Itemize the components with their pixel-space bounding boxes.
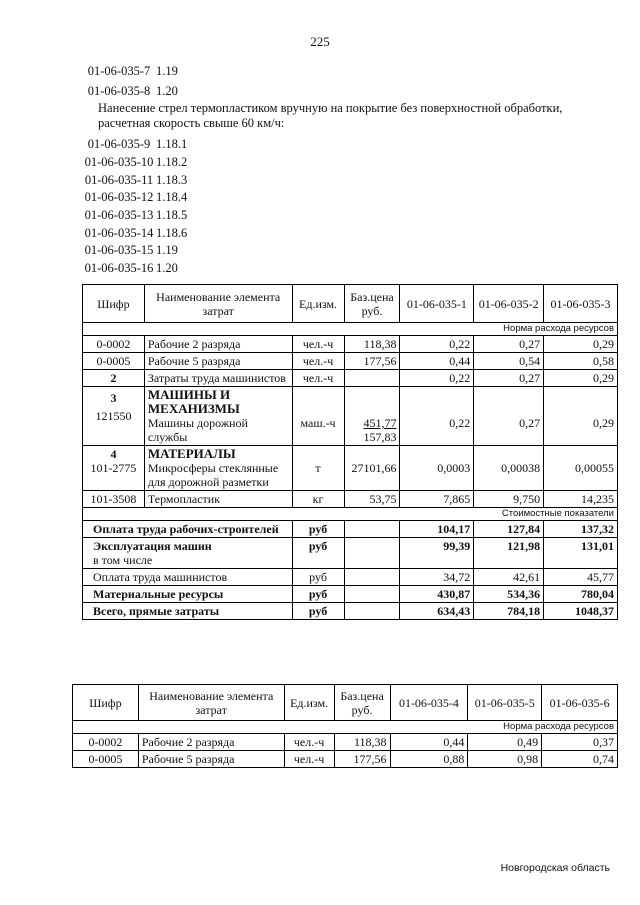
cell-code: 101-2775 bbox=[90, 461, 137, 475]
cell-price bbox=[344, 370, 400, 387]
cell-value: 0,22 bbox=[400, 370, 474, 387]
cell-value: 104,17 bbox=[400, 521, 474, 538]
cell-price bbox=[344, 569, 400, 586]
column-header: 01-06-035-1 bbox=[400, 285, 474, 323]
cost-name: Оплата труда рабочих-строителей bbox=[83, 521, 293, 538]
footer-region: Новгородская область bbox=[500, 862, 610, 874]
cell-value: 430,87 bbox=[400, 586, 474, 603]
cost-row bbox=[83, 603, 618, 620]
cell-name: Затраты труда машинистов bbox=[144, 370, 292, 387]
cell-name: Рабочие 5 разряда bbox=[144, 353, 292, 370]
cell-value: 780,04 bbox=[544, 586, 618, 603]
column-header: Ед.изм. bbox=[284, 685, 334, 721]
cell-name: Термопластик bbox=[144, 491, 292, 508]
table-row bbox=[83, 491, 618, 508]
cost-row bbox=[83, 569, 618, 586]
cell-name: Рабочие 2 разряда bbox=[144, 336, 292, 353]
resource-table-1 bbox=[82, 284, 618, 620]
cell-price: 118,38 bbox=[334, 734, 390, 751]
code-line: 01-06-035-16 1.20 bbox=[84, 261, 178, 275]
cell-value: 534,36 bbox=[474, 586, 544, 603]
group-title: МАТЕРИАЛЫ bbox=[147, 446, 236, 461]
cell-name: Микросферы стеклянные для дорожной разметки bbox=[147, 461, 279, 489]
cell-value: 0,22 bbox=[400, 336, 474, 353]
cell-price: 157,83 bbox=[363, 430, 397, 444]
cost-row bbox=[83, 521, 618, 538]
code-line: 01-06-035-11 1.18.3 bbox=[84, 173, 188, 187]
cell-code: 2 bbox=[83, 370, 145, 387]
cell-code: 0-0005 bbox=[73, 751, 139, 768]
cell-value: 0,29 bbox=[593, 416, 614, 430]
cell-value: 42,61 bbox=[474, 569, 544, 586]
cell-value: 1048,37 bbox=[544, 603, 618, 620]
cell-value: 131,01 bbox=[544, 538, 618, 569]
subheader-row bbox=[83, 323, 618, 336]
cell-value: 0,49 bbox=[468, 734, 542, 751]
cell-price: 177,56 bbox=[344, 353, 400, 370]
table-header-row bbox=[73, 685, 618, 721]
column-header: 01-06-035-2 bbox=[474, 285, 544, 323]
cell-unit: чел.-ч bbox=[292, 370, 344, 387]
norm-label: Норма расхода ресурсов bbox=[83, 323, 618, 336]
cell-unit: чел.-ч bbox=[292, 336, 344, 353]
column-header: Шифр bbox=[83, 285, 145, 323]
code-line: 01-06-035-9 1.18.1 bbox=[87, 137, 188, 151]
cell-value: 0,27 bbox=[474, 336, 544, 353]
code-line: 01-06-035-8 1.20 bbox=[87, 84, 178, 98]
cell-value: 0,88 bbox=[390, 751, 468, 768]
cell-unit: чел.-ч bbox=[284, 734, 334, 751]
column-header: 01-06-035-5 bbox=[468, 685, 542, 721]
cost-name: Материальные ресурсы bbox=[83, 586, 293, 603]
cell-code: 101-3508 bbox=[83, 491, 145, 508]
subheader-row bbox=[83, 508, 618, 521]
cell-name: Рабочие 2 разряда bbox=[138, 734, 284, 751]
code-line: 01-06-035-10 1.18.2 bbox=[84, 155, 188, 169]
code-line: 01-06-035-12 1.18.4 bbox=[84, 190, 188, 204]
cell-value: 0,44 bbox=[390, 734, 468, 751]
cell-price bbox=[344, 603, 400, 620]
cost-note: в том числе bbox=[93, 553, 153, 567]
cell-unit: руб bbox=[292, 538, 344, 569]
table-row bbox=[83, 387, 618, 446]
table-header-row bbox=[83, 285, 618, 323]
cell-value: 0,58 bbox=[544, 353, 618, 370]
cell-value: 784,18 bbox=[474, 603, 544, 620]
code-line: 01-06-035-14 1.18.6 bbox=[84, 226, 188, 240]
cell-value: 121,98 bbox=[474, 538, 544, 569]
cell-value: 9,750 bbox=[474, 491, 544, 508]
code-line: 01-06-035-15 1.19 bbox=[84, 243, 178, 257]
cell-unit: руб bbox=[292, 603, 344, 620]
code-line: 01-06-035-13 1.18.5 bbox=[84, 208, 188, 222]
cell-value: 634,43 bbox=[400, 603, 474, 620]
cell-code: 121550 bbox=[95, 409, 132, 423]
cell-price bbox=[344, 521, 400, 538]
cell-value: 0,74 bbox=[542, 751, 618, 768]
cell-unit: кг bbox=[292, 491, 344, 508]
page-number: 225 bbox=[310, 34, 330, 49]
cell-value: 0,29 bbox=[544, 370, 618, 387]
cell-value: 45,77 bbox=[544, 569, 618, 586]
cell-unit: маш.-ч bbox=[300, 416, 336, 430]
cell-price: 177,56 bbox=[334, 751, 390, 768]
column-header: 01-06-035-3 bbox=[544, 285, 618, 323]
table-row bbox=[73, 734, 618, 751]
cell-value: 0,98 bbox=[468, 751, 542, 768]
cell-price: 53,75 bbox=[344, 491, 400, 508]
cell-name: Рабочие 5 разряда bbox=[138, 751, 284, 768]
section-description: Нанесение стрел термопластиком вручную на покрытие без поверхностной обработки, расчетная скорость свыше 60 км/ч: bbox=[98, 101, 563, 130]
cost-row bbox=[83, 538, 618, 569]
cell-unit: чел.-ч bbox=[284, 751, 334, 768]
cell-value: 0,37 bbox=[542, 734, 618, 751]
cell-value: 0,0003 bbox=[437, 461, 471, 475]
cell-value: 0,00038 bbox=[501, 461, 541, 475]
resource-table-2 bbox=[72, 684, 618, 768]
cell-value: 99,39 bbox=[400, 538, 474, 569]
group-code: 4 bbox=[110, 447, 117, 461]
table-row bbox=[83, 446, 618, 491]
table-row bbox=[83, 336, 618, 353]
cell-price: 451,77 bbox=[363, 416, 397, 430]
cost-name: Всего, прямые затраты bbox=[83, 603, 293, 620]
cost-name: Оплата труда машинистов bbox=[83, 569, 293, 586]
cell-unit: чел.-ч bbox=[292, 353, 344, 370]
column-header: 01-06-035-6 bbox=[542, 685, 618, 721]
code-line: 01-06-035-7 1.19 bbox=[87, 64, 178, 78]
cell-code: 0-0002 bbox=[83, 336, 145, 353]
norm-label: Норма расхода ресурсов bbox=[73, 721, 618, 734]
cell-unit: руб bbox=[292, 569, 344, 586]
cell-value: 127,84 bbox=[474, 521, 544, 538]
cell-name: Машины дорожной службы bbox=[147, 416, 248, 444]
cell-value: 34,72 bbox=[400, 569, 474, 586]
column-header: Баз.цена руб. bbox=[344, 285, 400, 323]
cost-row bbox=[83, 586, 618, 603]
cell-unit: руб bbox=[292, 521, 344, 538]
column-header: Наименование элемента затрат bbox=[138, 685, 284, 721]
cell-value: 0,29 bbox=[544, 336, 618, 353]
cell-value: 0,22 bbox=[449, 416, 471, 430]
cost-name: Эксплуатация машин bbox=[93, 539, 212, 553]
column-header: Наименование элемента затрат bbox=[144, 285, 292, 323]
cell-value: 0,54 bbox=[474, 353, 544, 370]
cell-price: 27101,66 bbox=[351, 461, 397, 475]
table-row bbox=[83, 370, 618, 387]
cell-value: 7,865 bbox=[400, 491, 474, 508]
cost-label: Стоимостные показатели bbox=[83, 508, 618, 521]
cell-value: 0,27 bbox=[474, 370, 544, 387]
column-header: Шифр bbox=[73, 685, 139, 721]
cell-price: 118,38 bbox=[344, 336, 400, 353]
column-header: Ед.изм. bbox=[292, 285, 344, 323]
cell-code: 0-0005 bbox=[83, 353, 145, 370]
cell-price bbox=[344, 538, 400, 569]
cell-code: 0-0002 bbox=[73, 734, 139, 751]
cell-value: 0,44 bbox=[400, 353, 474, 370]
cell-unit: руб bbox=[292, 586, 344, 603]
column-header: 01-06-035-4 bbox=[390, 685, 468, 721]
cell-price bbox=[344, 586, 400, 603]
cell-value: 0,00055 bbox=[575, 461, 614, 475]
subheader-row bbox=[73, 721, 618, 734]
table-row bbox=[73, 751, 618, 768]
cell-unit: т bbox=[315, 461, 321, 475]
column-header: Баз.цена руб. bbox=[334, 685, 390, 721]
group-code: 3 bbox=[110, 391, 117, 405]
cell-value: 14,235 bbox=[544, 491, 618, 508]
group-title: МАШИНЫ И МЕХАНИЗМЫ bbox=[147, 387, 240, 416]
table-row bbox=[83, 353, 618, 370]
cell-value: 0,27 bbox=[519, 416, 541, 430]
cell-value: 137,32 bbox=[544, 521, 618, 538]
